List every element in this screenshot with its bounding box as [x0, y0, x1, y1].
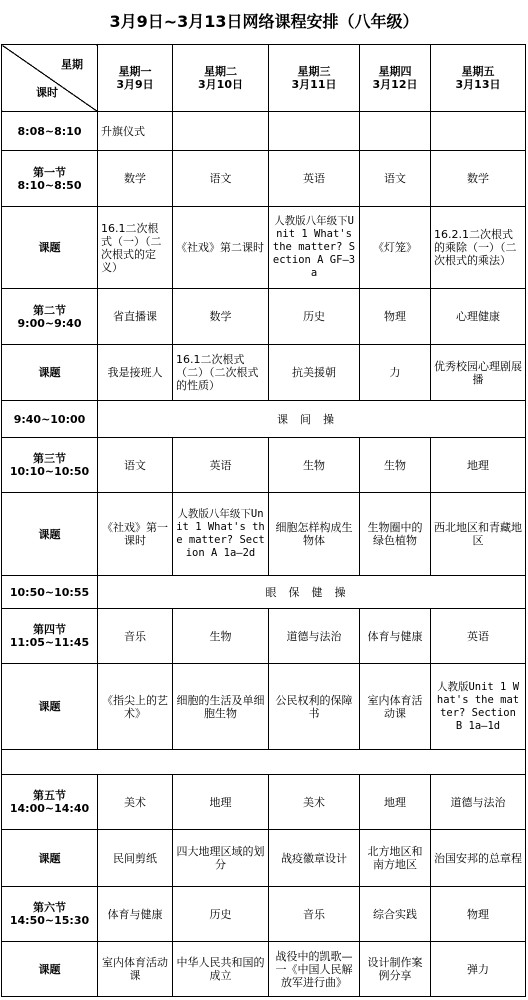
subject-cell: 物理 [360, 289, 431, 345]
subject-cell: 历史 [173, 887, 269, 942]
topic-cell: 室内体育活动课 [98, 942, 173, 997]
period-time: 10:10~10:50 [9, 465, 90, 478]
break-row-1 [2, 401, 526, 438]
day-date: 3月12日 [372, 78, 418, 91]
period-label [2, 887, 98, 942]
subject-cell: 道德与法治 [431, 775, 526, 830]
subject-cell: 历史 [269, 289, 360, 345]
empty-cell [360, 112, 431, 151]
subject-cell: 英语 [269, 151, 360, 207]
period-label [2, 438, 98, 493]
topic-label: 课题 [2, 664, 98, 750]
period-label [2, 609, 98, 664]
time-cell: 9:40~10:00 [2, 401, 98, 438]
day-name: 星期一 [118, 65, 152, 78]
topic-row-1 [2, 207, 526, 289]
topic-cell: 16.2.1二次根式的乘除（一）（二次根式的乘法） [431, 207, 526, 289]
subject-cell: 生物 [360, 438, 431, 493]
corner-period-label: 课时 [36, 86, 58, 99]
topic-label: 课题 [2, 493, 98, 576]
day-date: 3月9日 [116, 78, 154, 91]
subject-cell: 语文 [98, 438, 173, 493]
corner-cell [2, 45, 98, 112]
day-date: 3月13日 [455, 78, 501, 91]
topic-cell: 优秀校园心理剧展播 [431, 345, 526, 401]
subject-cell: 体育与健康 [360, 609, 431, 664]
topic-label: 课题 [2, 942, 98, 997]
topic-cell: 设计制作案例分享 [360, 942, 431, 997]
subject-cell: 生物 [173, 609, 269, 664]
schedule-table [1, 44, 526, 997]
subject-cell: 英语 [173, 438, 269, 493]
day-header-tue [173, 45, 269, 112]
subject-cell: 地理 [431, 438, 526, 493]
topic-row-6 [2, 942, 526, 997]
subject-cell: 综合实践 [360, 887, 431, 942]
day-header-mon [98, 45, 173, 112]
subject-cell: 语文 [173, 151, 269, 207]
topic-label: 课题 [2, 830, 98, 887]
topic-cell: 力 [360, 345, 431, 401]
gap-row [2, 750, 526, 775]
topic-cell: 细胞的生活及单细胞生物 [173, 664, 269, 750]
empty-cell [431, 112, 526, 151]
period-name: 第一节 [33, 165, 66, 179]
period-time: 14:00~14:40 [9, 802, 90, 815]
subject-cell: 美术 [98, 775, 173, 830]
break-label: 眼保健操 [98, 576, 526, 609]
topic-cell: 《社戏》第二课时 [173, 207, 269, 289]
period-label [2, 289, 98, 345]
corner-weekday-label: 星期 [61, 58, 83, 71]
topic-row-2 [2, 345, 526, 401]
topic-cell: 公民权利的保障书 [269, 664, 360, 750]
empty-cell [173, 112, 269, 151]
period-row-3 [2, 438, 526, 493]
topic-cell: 四大地理区域的划分 [173, 830, 269, 887]
topic-cell: 室内体育活动课 [360, 664, 431, 750]
topic-cell: 《指尖上的艺术》 [98, 664, 173, 750]
subject-cell: 数学 [98, 151, 173, 207]
topic-cell: 西北地区和青藏地区 [431, 493, 526, 576]
period-label [2, 151, 98, 207]
break-label: 课间操 [98, 401, 526, 438]
subject-cell: 英语 [431, 609, 526, 664]
subject-cell: 音乐 [98, 609, 173, 664]
subject-cell: 省直播课 [98, 289, 173, 345]
period-time: 9:00~9:40 [17, 316, 82, 330]
subject-cell: 数学 [173, 289, 269, 345]
ceremony-row [2, 112, 526, 151]
topic-row-4 [2, 664, 526, 750]
period-label [2, 775, 98, 830]
blank-cell [2, 750, 526, 775]
time-cell: 10:50~10:55 [2, 576, 98, 609]
topic-cell: 民间剪纸 [98, 830, 173, 887]
day-name: 星期二 [204, 65, 237, 78]
topic-row-5 [2, 830, 526, 887]
topic-cell: 生物圈中的绿色植物 [360, 493, 431, 576]
period-row-6 [2, 887, 526, 942]
topic-cell: 弹力 [431, 942, 526, 997]
topic-cell: 细胞怎样构成生物体 [269, 493, 360, 576]
topic-cell: 人教版八年级下Unit 1 What's the matter? Section A GF—3a [269, 207, 360, 289]
period-name: 第二节 [33, 303, 66, 317]
period-row-1 [2, 151, 526, 207]
topic-cell: 人教版Unit 1 What's the matter? Section B 1a—1d [431, 664, 526, 750]
day-name: 星期四 [378, 65, 412, 78]
day-header-thu [360, 45, 431, 112]
subject-cell: 地理 [173, 775, 269, 830]
subject-cell: 道德与法治 [269, 609, 360, 664]
period-time: 11:05~11:45 [9, 636, 90, 649]
subject-cell: 数学 [431, 151, 526, 207]
topic-label: 课题 [2, 207, 98, 289]
topic-cell: 16.1二次根式（二）（二次根式的性质） [173, 345, 269, 401]
topic-label: 课题 [2, 345, 98, 401]
subject-cell: 美术 [269, 775, 360, 830]
empty-cell [269, 112, 360, 151]
topic-cell: 北方地区和南方地区 [360, 830, 431, 887]
day-name: 星期五 [461, 65, 495, 78]
day-name: 星期三 [297, 65, 331, 78]
period-row-2 [2, 289, 526, 345]
subject-cell: 生物 [269, 438, 360, 493]
topic-cell: 中华人民共和国的成立 [173, 942, 269, 997]
topic-cell: 战役中的凯歌—一《中国人民解放军进行曲》 [269, 942, 360, 997]
period-name: 第三节 [33, 452, 66, 465]
topic-cell: 抗美援朝 [269, 345, 360, 401]
period-time: 14:50~15:30 [9, 914, 90, 927]
topic-cell: 《灯笼》 [360, 207, 431, 289]
break-row-2 [2, 576, 526, 609]
period-name: 第六节 [33, 901, 66, 914]
topic-row-3 [2, 493, 526, 576]
subject-cell: 音乐 [269, 887, 360, 942]
topic-cell: 战疫徽章设计 [269, 830, 360, 887]
period-name: 第四节 [33, 623, 66, 636]
topic-cell: 我是接班人 [98, 345, 173, 401]
period-name: 第五节 [33, 789, 66, 802]
day-header-wed [269, 45, 360, 112]
subject-cell: 地理 [360, 775, 431, 830]
time-cell: 8:08~8:10 [2, 112, 98, 151]
topic-cell: 《社戏》第一课时 [98, 493, 173, 576]
period-row-5 [2, 775, 526, 830]
subject-cell: 物理 [431, 887, 526, 942]
topic-cell: 治国安邦的总章程 [431, 830, 526, 887]
period-time: 8:10~8:50 [17, 178, 82, 192]
subject-cell: 体育与健康 [98, 887, 173, 942]
day-date: 3月11日 [291, 78, 337, 91]
topic-cell: 16.1二次根式（一）（二次根式的定义） [98, 207, 173, 289]
period-row-4 [2, 609, 526, 664]
subject-cell: 心理健康 [431, 289, 526, 345]
header-row [2, 45, 526, 112]
ceremony-cell: 升旗仪式 [98, 112, 173, 151]
day-date: 3月10日 [198, 78, 243, 91]
topic-cell: 人教版八年级下Unit 1 What's the matter? Section A 1a—2d [173, 493, 269, 576]
day-header-fri [431, 45, 526, 112]
page-title: 3月9日~3月13日网络课程安排（八年级） [109, 12, 419, 31]
subject-cell: 语文 [360, 151, 431, 207]
